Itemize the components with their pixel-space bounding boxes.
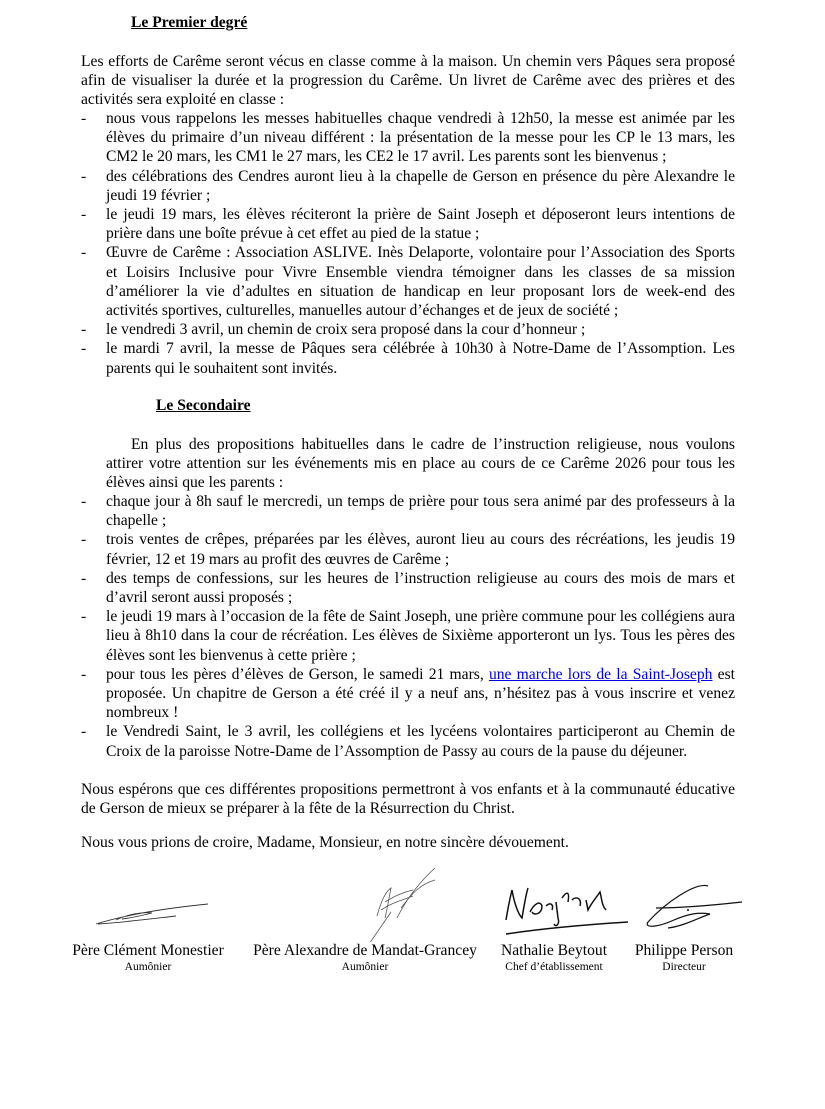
signatory-name: Père Alexandre de Mandat-Grancey xyxy=(253,942,477,959)
bullet-dash: - xyxy=(81,569,87,587)
heading-premier-degre: Le Premier degré xyxy=(131,14,248,31)
signatory-title: Chef d’établissement xyxy=(505,961,603,973)
list-item: - Œuvre de Carême : Association ASLIVE. Inès Delaporte, volontaire pour l’Association des Sports et Loisirs Inclusive pour Vivre Ensemble viendra témoigner dans les classes de sa mission d’améliorer la vie d’adultes en situation de handicap en leur proposant lors de week-end des activités sportives, culturelles, manuelles autour d’échanges et de jeux de société ; xyxy=(81,244,735,320)
secondaire-list xyxy=(81,492,735,761)
bullet-dash: - xyxy=(81,493,87,510)
saint-joseph-walk-link[interactable]: une marche lors de la Saint-Joseph xyxy=(488,665,713,683)
bullet-dash: - xyxy=(81,723,87,741)
signature-monestier-icon xyxy=(68,862,228,942)
bullet-dash: - xyxy=(81,340,87,358)
list-item: - le Vendredi Saint, le 3 avril, les collégiens et les lycéens volontaires participeront au Chemin de Croix de la paroisse Notre-Dame de l’Assomption de Passy au cours de la pause du déjeuner. xyxy=(81,723,735,760)
signature-block xyxy=(66,862,230,974)
list-item: - chaque jour à 8h sauf le mercredi, un temps de prière pour tous sera animé par des professeurs à la chapelle ; xyxy=(81,493,735,530)
signature-block xyxy=(626,862,742,974)
list-item: - des temps de confessions, sur les heures de l’instruction religieuse au cours des mois de mars et d’avril seront aussi proposés ; xyxy=(81,569,735,607)
list-item: - des célébrations des Cendres auront lieu à la chapelle de Gerson en présence du père Alexandre le jeudi 19 février ; xyxy=(81,167,735,204)
bullet-dash: - xyxy=(81,665,87,683)
signatory-name: Nathalie Beytout xyxy=(500,942,608,959)
signatory-title: Directeur xyxy=(662,961,706,973)
premier-degre-list xyxy=(81,109,735,378)
list-item: - le mardi 7 avril, la messe de Pâques sera célébrée à 10h30 à Notre-Dame de l’Assomption. Les parents qui le souhaitent sont invités. xyxy=(81,340,735,377)
signature-person-icon xyxy=(626,862,746,942)
list-item: - le jeudi 19 mars à l’occasion de la fête de Saint Joseph, une prière commune pour les collégiens aura lieu à 8h10 dans la cour de récréation. Les élèves de Sixième apporteront un lys. Tous les pères des élèves sont les bienvenus à cette prière ; xyxy=(81,608,735,664)
closing-paragraph: Nous espérons que ces différentes propositions permettront à vos enfants et à la communauté éducative de Gerson de mieux se préparer à la fête de la Résurrection du Christ. xyxy=(81,781,735,818)
signatory-name: Père Clément Monestier xyxy=(72,942,224,959)
signature-beytout-icon xyxy=(496,862,646,942)
bullet-dash: - xyxy=(81,167,87,185)
bullet-dash: - xyxy=(81,206,87,224)
signatory-title: Aumônier xyxy=(341,961,389,973)
bullet-dash: - xyxy=(81,531,87,549)
signature-mandat-grancey-icon xyxy=(285,862,445,942)
bullet-dash: - xyxy=(81,110,87,127)
signature-block xyxy=(496,862,612,974)
secondaire-intro: En plus des propositions habituelles dans le cadre de l’instruction religieuse, nous voulons attirer votre attention sur les événements mis en place au cours de ce Carême 2026 pour tous les élèves ainsi que les parents : xyxy=(106,436,735,492)
bullet-dash: - xyxy=(81,244,87,262)
signature-block xyxy=(244,862,486,974)
list-item: - nous vous rappelons les messes habituelles chaque vendredi à 12h50, la messe est animée par les élèves du primaire d’un niveau différent : la présentation de la messe pour les CP le 13 mars, les CM2 le 20 mars, les CM1 le 27 mars, les CE2 le 17 avril. Les parents sont les bienvenus ; xyxy=(81,110,735,166)
list-item: - le jeudi 19 mars, les élèves réciteront la prière de Saint Joseph et déposeront leurs intentions de prière dans une boîte prévue à cet effet au pied de la statue ; xyxy=(81,206,735,243)
list-item: - pour tous les pères d’élèves de Gerson, le samedi 21 mars, une marche lors de la Saint-Joseph est proposée. Un chapitre de Gerson a été créé il y a neuf ans, n’hésitez pas à vous inscrire et venez nombreux ! xyxy=(81,665,735,722)
closing-salutation: Nous vous prions de croire, Madame, Monsieur, en notre sincère dévouement. xyxy=(81,834,569,851)
list-item: - le vendredi 3 avril, un chemin de croix sera proposé dans la cour d’honneur ; xyxy=(81,321,586,339)
bullet-dash: - xyxy=(81,321,87,339)
premier-degre-intro: Les efforts de Carême seront vécus en classe comme à la maison. Un chemin vers Pâques sera proposé afin de visualiser la durée et la progression du Carême. Un livret de Carême avec des prières et des activités sera exploité en classe : xyxy=(81,53,735,109)
bullet-dash: - xyxy=(81,608,87,626)
signatory-title: Aumônier xyxy=(124,961,172,973)
signatory-name: Philippe Person xyxy=(634,942,734,959)
heading-secondaire: Le Secondaire xyxy=(156,397,251,414)
list-item: - trois ventes de crêpes, préparées par les élèves, auront lieu au cours des récréations, les jeudis 19 février, 12 et 19 mars au profit des œuvres de Carême ; xyxy=(81,531,735,568)
